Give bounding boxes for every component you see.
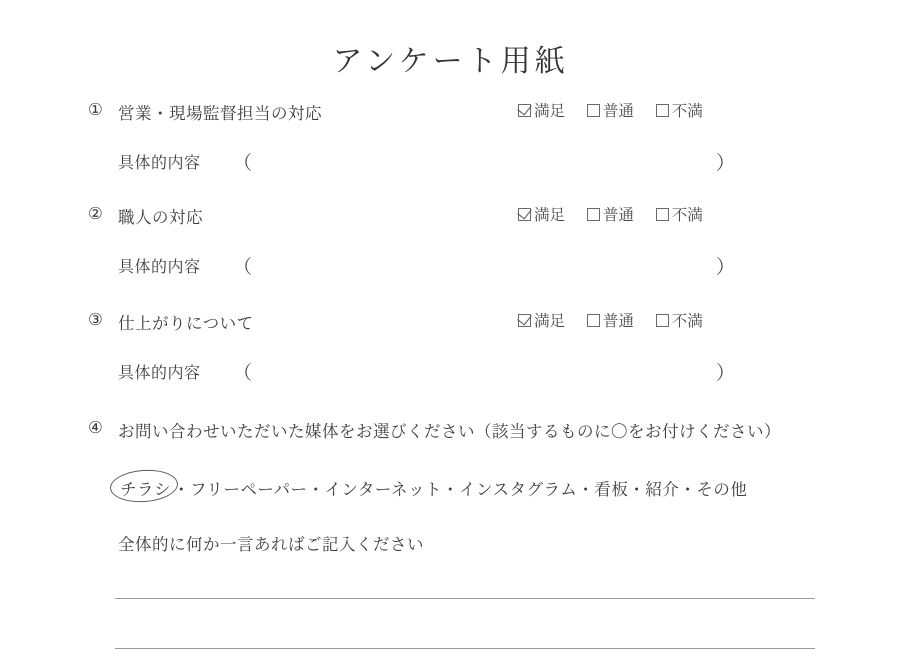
choice-label: 不満 — [671, 103, 703, 120]
choice-satisfied[interactable] — [518, 309, 565, 331]
choice-label: 満足 — [534, 207, 566, 224]
choice-neutral[interactable] — [587, 309, 634, 331]
media-option-selected[interactable] — [118, 476, 173, 500]
question-block-1 — [88, 100, 828, 180]
paren-close: ） — [716, 257, 736, 278]
checkbox-icon[interactable] — [587, 314, 600, 327]
checkbox-icon[interactable] — [656, 314, 669, 327]
question-number: ③ — [88, 310, 103, 329]
page-title: アンケート用紙 — [332, 44, 569, 79]
choice-label: 満足 — [534, 103, 566, 120]
choice-satisfied[interactable] — [518, 203, 565, 225]
paren-close: ） — [716, 153, 736, 174]
choice-group-1 — [518, 99, 721, 121]
question-text: 仕上がりについて — [118, 314, 254, 333]
checkbox-icon[interactable] — [518, 208, 531, 221]
checkbox-icon[interactable] — [656, 208, 669, 221]
media-options[interactable] — [118, 476, 747, 500]
checkbox-icon[interactable] — [518, 314, 531, 327]
choice-dissatisfied[interactable] — [656, 309, 703, 331]
choice-neutral[interactable] — [587, 203, 634, 225]
choice-label: 不満 — [671, 313, 703, 330]
paren-open: （ — [233, 153, 253, 174]
detail-label: 具体的内容 — [118, 365, 201, 382]
question-number: ④ — [88, 418, 103, 437]
choice-group-2 — [518, 203, 721, 225]
question-line — [88, 418, 828, 448]
media-option-label: チラシ — [120, 480, 171, 499]
question-line — [88, 100, 828, 130]
checkbox-icon[interactable] — [518, 104, 531, 117]
paren-open: （ — [233, 257, 253, 278]
question-number: ② — [88, 204, 103, 223]
detail-line — [88, 254, 828, 284]
choice-group-3 — [518, 309, 721, 331]
checkbox-icon[interactable] — [587, 104, 600, 117]
paren-open: （ — [233, 363, 253, 384]
choice-dissatisfied[interactable] — [656, 99, 703, 121]
detail-line — [88, 360, 828, 390]
question-block-4 — [88, 418, 828, 554]
question-text: 営業・現場監督担当の対応 — [118, 104, 322, 123]
detail-label: 具体的内容 — [118, 259, 201, 276]
writing-rule-2 — [115, 648, 815, 649]
checkbox-icon[interactable] — [587, 208, 600, 221]
question-text: お問い合わせいただいた媒体をお選びください（該当するものに〇をお付けください） — [118, 422, 781, 441]
writing-rule-1 — [115, 598, 815, 599]
detail-line — [88, 150, 828, 180]
detail-label: 具体的内容 — [118, 155, 201, 172]
question-line — [88, 204, 828, 234]
question-text: 職人の対応 — [118, 208, 203, 227]
media-options-rest[interactable]: ・フリーペーパー・インターネット・インスタグラム・看板・紹介・その他 — [173, 480, 748, 499]
choice-dissatisfied[interactable] — [656, 203, 703, 225]
choice-label: 不満 — [671, 207, 703, 224]
question-line — [88, 310, 828, 340]
question-block-3 — [88, 310, 828, 390]
choice-label: 普通 — [602, 207, 634, 224]
choice-label: 普通 — [602, 103, 634, 120]
choice-satisfied[interactable] — [518, 99, 565, 121]
choice-label: 満足 — [534, 313, 566, 330]
question-number: ① — [88, 100, 103, 119]
checkbox-icon[interactable] — [656, 104, 669, 117]
choice-label: 普通 — [602, 313, 634, 330]
question-block-2 — [88, 204, 828, 284]
freeform-label: 全体的に何か一言あればご記入ください — [118, 535, 424, 554]
choice-neutral[interactable] — [587, 99, 634, 121]
paren-close: ） — [716, 363, 736, 384]
